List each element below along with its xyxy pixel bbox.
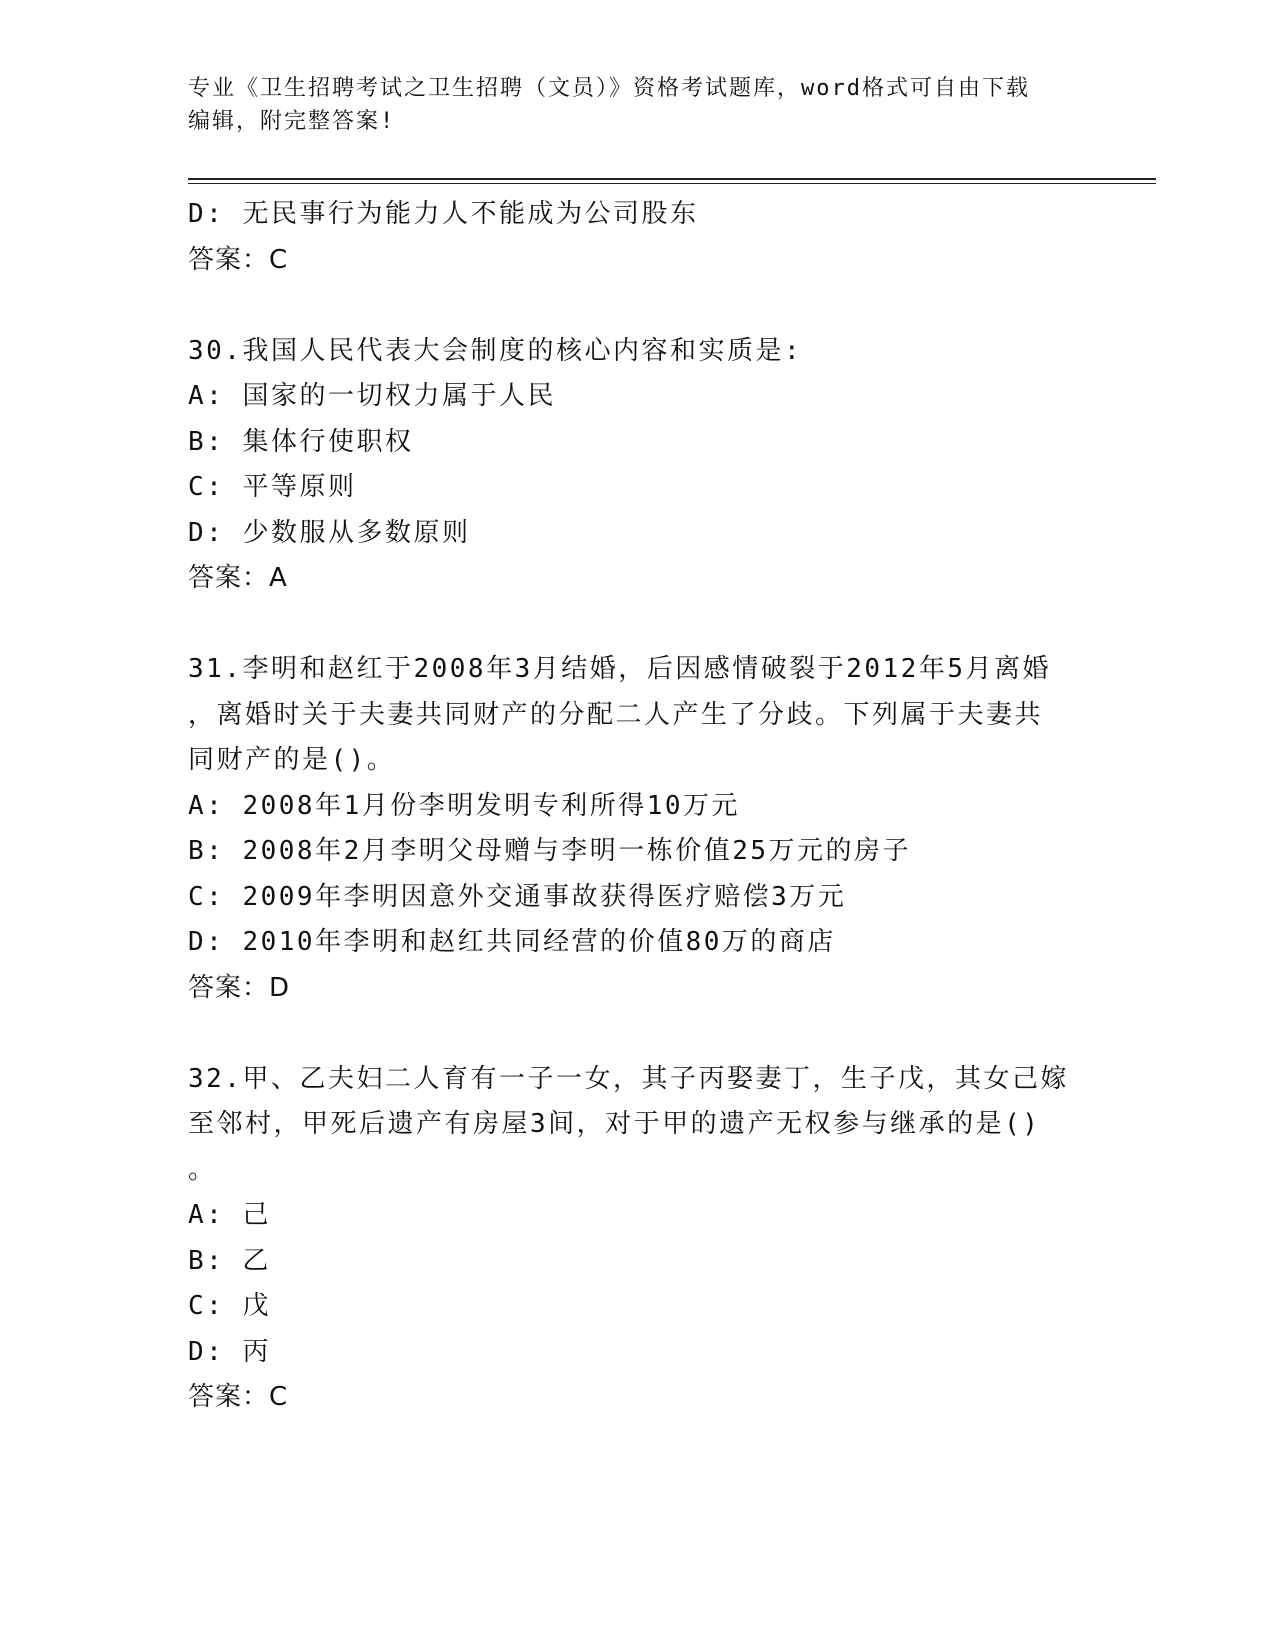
option-b: B: 集体行使职权: [188, 426, 414, 457]
question-stem-line-1: 32.甲、乙夫妇二人育有一子一女，其子丙娶妻丁，生子戊，其女己嫁: [188, 1063, 1069, 1094]
question-stem-line-3: 同财产的是()。: [188, 745, 396, 775]
answer-line: 答案：C: [188, 1382, 289, 1412]
header-divider-thin: [188, 183, 1156, 184]
header-line-2: 编辑，附完整答案!: [188, 109, 396, 134]
option-a: A: 国家的一切权力属于人民: [188, 381, 556, 411]
option-d: D: 无民事行为能力人不能成为公司股东: [188, 199, 699, 229]
question-stem-line-2: ，离婚时关于夫妻共同财产的分配二人产生了分歧。下列属于夫妻共: [188, 699, 1044, 730]
answer-line: 答案：D: [188, 972, 291, 1003]
question-32: [188, 1057, 1088, 1421]
spacer: [188, 602, 1088, 648]
header-line-1: 专业《卫生招聘考试之卫生招聘（文员）》资格考试题库，word格式可自由下载: [188, 76, 1030, 101]
question-stem-line-1: 31.李明和赵红于2008年3月结婚，后因感情破裂于2012年5月离婚: [188, 654, 1051, 684]
answer-line: 答案：C: [188, 244, 289, 275]
option-d: D: 2010年李明和赵红共同经营的价值80万的商店: [188, 927, 836, 957]
previous-question-tail: [188, 192, 1088, 283]
header-divider-thick: [188, 178, 1156, 180]
document-header: [188, 72, 1088, 138]
option-d: D: 少数服从多数原则: [188, 517, 471, 548]
option-d: D: 丙: [188, 1336, 271, 1367]
answer-line: 答案：A: [188, 563, 288, 593]
spacer: [188, 283, 1088, 329]
option-c: C: 2009年李明因意外交通事故获得医疗赔偿3万元: [188, 881, 847, 912]
question-stem-line-2: 至邻村，甲死后遗产有房屋3间，对于甲的遗产无权参与继承的是(): [188, 1109, 1041, 1139]
question-30: [188, 329, 1088, 602]
question-stem: 30.我国人民代表大会制度的核心内容和实质是:: [188, 335, 803, 366]
option-c: C: 平等原则: [188, 472, 357, 502]
option-a: A: 己: [188, 1200, 271, 1230]
question-list: [188, 192, 1088, 1421]
question-31: [188, 647, 1088, 1011]
option-a: A: 2008年1月份李明发明专利所得10万元: [188, 790, 741, 821]
spacer: [188, 1011, 1088, 1057]
option-c: C: 戊: [188, 1291, 271, 1321]
option-b: B: 2008年2月李明父母赠与李明一栋价值25万元的房子: [188, 836, 912, 866]
option-b: B: 乙: [188, 1245, 271, 1276]
question-stem-line-3: 。: [188, 1154, 217, 1185]
